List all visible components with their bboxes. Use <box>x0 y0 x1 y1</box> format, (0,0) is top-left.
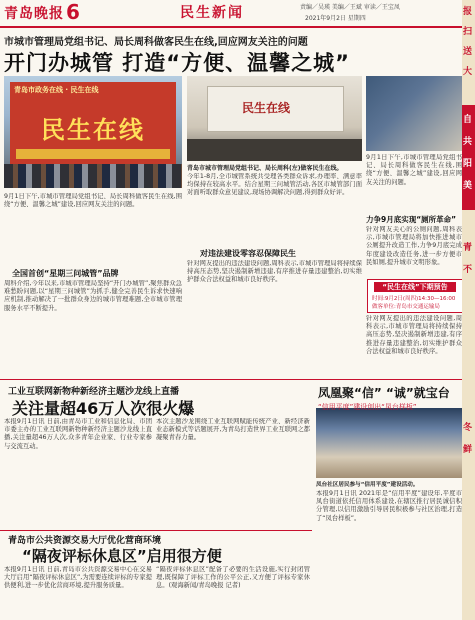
banner-title: 民生在线 <box>41 116 145 144</box>
studio-photo-caption: 青岛市城市管理局党组书记、局长周科(左)做客民生在线。 <box>187 165 343 172</box>
story3-kicker-line <box>318 384 462 401</box>
story4-body-b: “隔夜评标休息区”配备了必要的生活设施,实行封闭管理,既保障了评标工作的公平公正,又方便了评标专家休息。(观海新闻/青岛晚报 记者) <box>156 566 310 590</box>
strip-char-8: 青 <box>463 243 473 253</box>
stage-banner <box>10 82 176 164</box>
story3-body: 本报9月1日讯 2021年是“信用平度”建设年,平度市凤台街道依托信用体系建设,在辖区推行居民诚信积分管理,以信用激励引导居民积极参与社区治理,打造了“凤台样板”。 <box>316 490 462 522</box>
section-title: 民生新闻 <box>180 5 244 21</box>
strip-char-6: 阳 <box>463 159 473 169</box>
newspaper-logo: 青岛晚报 <box>4 6 64 22</box>
strip-char-5: 共 <box>463 137 473 147</box>
studio-desk <box>187 139 362 161</box>
side-photo <box>366 76 462 151</box>
next-issue-guest: 做客单位:青岛市交通运输局 <box>372 304 440 310</box>
lead-subhead: 市城市管理局党组书记、局长周科做客民生在线,回应网友关注的问题 <box>4 37 308 48</box>
strip-char-9: 不 <box>463 265 473 275</box>
story2-kicker: 工业互联网新物种新经济主题沙龙线上直播 <box>8 387 180 397</box>
story3-kicker-2: “诚”就宝台 <box>385 386 450 400</box>
page-number: 6 <box>66 0 80 24</box>
banner-strip <box>16 149 170 159</box>
section-divider-2 <box>0 530 312 531</box>
strip-char-0: 报 <box>463 7 473 17</box>
lead-body-1: 周科介绍,今年以来,市城市管理局坚持“开门办城管”,聚焦群众急难愁盼问题,以“星期三问城管”为抓手,健全完善民生诉求快速响应机制,推动解决了一批群众身边的城市管理难题,全市城市管理服务水平不断提升。 <box>4 280 182 312</box>
studio-photo <box>187 76 362 161</box>
next-issue-title: “民生在线”下期预告 <box>374 282 456 292</box>
right-subtitle: 力争9月底实现“厕所革命” <box>366 215 457 224</box>
strip-char-11: 鲜 <box>463 445 473 455</box>
adjacent-page-strip <box>462 0 475 620</box>
publish-date: 2021年9月2日 星期四 <box>305 15 366 22</box>
strip-char-1: 扫 <box>463 27 473 37</box>
lead-photo <box>4 76 182 188</box>
strip-char-7: 美 <box>463 181 473 191</box>
story3-kicker: 凤凰聚“信” <box>318 386 382 400</box>
lead-body-2: 今年1-8月,全市城管系统共受理各类群众诉求,办理率、满意率均保持在较高水平。结合星期三问城管活动,各区市城管部门面对面听取群众意见建议,现场协调解决问题,得到群众好评。 <box>187 173 362 197</box>
right-body: 针对网友关心的公厕问题,周科表示,市城市管理局将加快推进城市公厕提升改造工作,力争9月底完成年度建设改造任务,进一步方便市民如厕,提升城市文明形象。 <box>366 226 462 266</box>
studio-logo: 民生在线 <box>242 101 291 115</box>
right-column-text: 9月1日下午,市城市管理局党组书记、局长周科做客民生在线,围绕“方便、温馨之城”建设,回应网友关注的问题。 <box>366 154 462 186</box>
story3-photo-caption: 凤台社区居民参与“信用平度”建设活动。 <box>316 482 419 488</box>
strip-char-2: 送 <box>463 47 473 57</box>
story3-sub: “信用平度”建设创出“凤台样板” <box>318 403 417 411</box>
strip-char-4: 自 <box>463 115 473 125</box>
story4-kicker: 青岛市公共资源交易大厅优化营商环境 <box>8 536 162 546</box>
story4-body: 本报9月1日讯 日前,青岛市公共资源交易中心在交易大厅启用“隔夜评标休息区”,为需要连续评标的专家提供便利,进一步优化营商环境,提升服务质量。 <box>4 566 152 590</box>
strip-char-10: 冬 <box>463 423 473 433</box>
lead-subtitle-1: 全国首创“星期三问城管”品牌 <box>12 269 119 278</box>
next-issue-box <box>367 279 463 313</box>
studio-backdrop <box>207 86 344 132</box>
story2-body-b: 本次主题沙龙围绕工业互联网赋能传统产业、新经济新业态新模式等话题展开,为青岛打造世界工业互联网之都凝聚青春力量。 <box>156 418 310 442</box>
story4-headline: “隔夜评标休息区”启用很方便 <box>22 547 222 565</box>
lead-subtitle-2: 对违法建设零容忍保障民生 <box>200 249 296 258</box>
section-divider-1 <box>0 379 462 380</box>
story3-photo <box>316 408 462 478</box>
lead-body-3: 针对网友提出的违法建设问题,周科表示,市城市管理局将持续保持高压态势,坚决遏制新增违建,有序推进存量违建整治,切实维护群众合法权益和城市良好秩序。 <box>187 260 362 284</box>
banner-top-text: 青岛市政务在线 · 民生在线 <box>14 86 99 94</box>
editor-line: 责编／吴瑛 美编／王斌 审读／王宝凤 <box>300 4 400 11</box>
story3-heading <box>318 384 462 412</box>
masthead <box>0 0 462 28</box>
right-column-tail: 针对网友提出的违法建设问题,周科表示,市城市管理局将持续保持高压态势,坚决遏制新增违建,有序推进存量违建整治,切实维护群众合法权益和城市良好秩序。 <box>366 315 462 355</box>
story2-headline: 关注量超46万人次很火爆 <box>12 399 195 418</box>
strip-char-3: 大 <box>463 67 473 77</box>
next-issue-time: 时间:9月2日(周四)14:30—16:00 <box>372 296 456 302</box>
audience-silhouettes <box>4 164 182 188</box>
lead-intro: 9月1日下午,市城市管理局党组书记、局长周科做客民生在线,围绕“方便、温馨之城”建设,回应网友关注的问题。 <box>4 193 182 209</box>
lead-headline: 开门办城管 打造“方便、温馨之城” <box>4 51 350 75</box>
story2-body: 本报9月1日讯 日前,由青岛市工业和信息化局、市团市委主办的工业互联网新物种新经济主题沙龙线上直播,关注量超46万人次,众多青年企业家、行业专家参与交流互动。 <box>4 418 152 450</box>
